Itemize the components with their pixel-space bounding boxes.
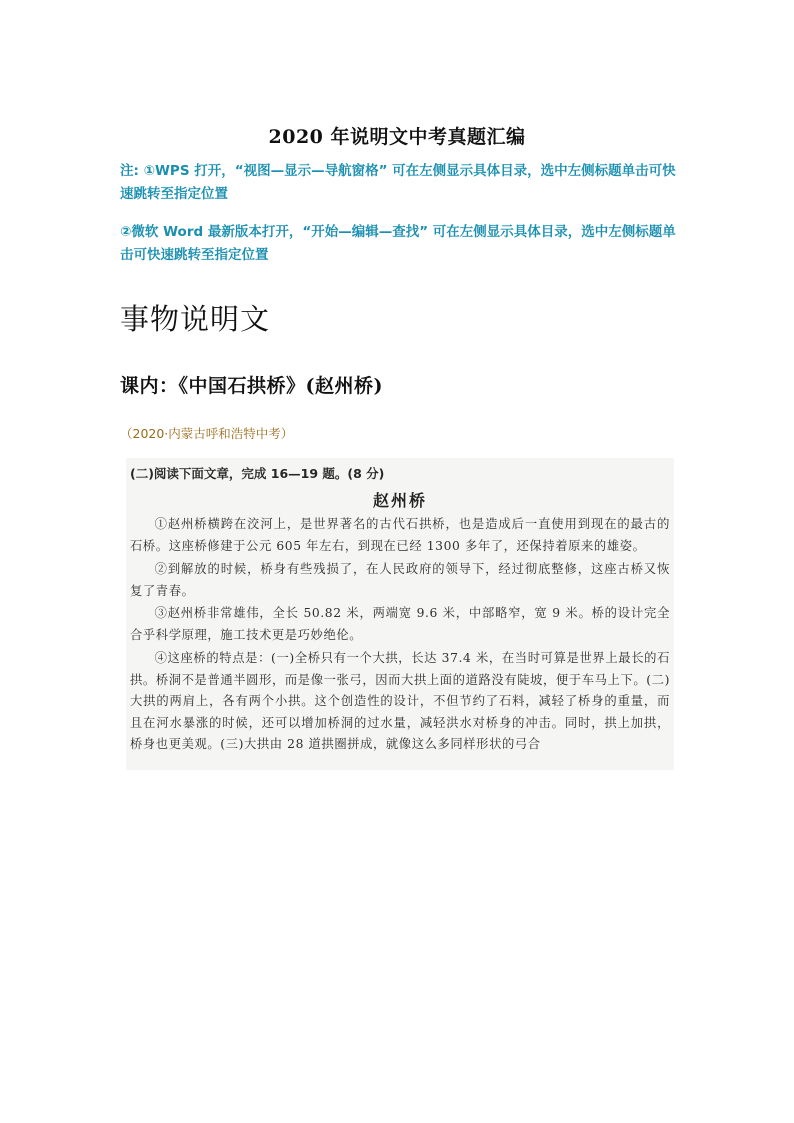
- section-heading: 事物说明文: [120, 302, 271, 336]
- article-title: 赵州桥: [372, 491, 427, 510]
- navigation-note-wps: 注: ①WPS 打开，“视图—显示—导航窗格” 可在左侧显示具体目录，选中左侧标题单击可快速跳转至指定位置: [120, 163, 676, 202]
- document-title: 2020 年说明文中考真题汇编: [268, 126, 526, 148]
- navigation-note-word: ②微软 Word 最新版本打开，“开始—编辑—查找” 可在左侧显示具体目录，选中左侧标题单击可快速跳转至指定位置: [120, 224, 676, 263]
- article-paragraph: ③赵州桥非常雄伟，全长 50.82 米，两端宽 9.6 米，中部略窄，宽 9 米。桥的设计完全合乎科学原理，施工技术更是巧妙绝伦。: [130, 606, 670, 642]
- exam-source-label: （2020·内蒙古呼和浩特中考）: [120, 426, 294, 441]
- sub-heading: 课内：《中国石拱桥》(赵州桥): [120, 375, 383, 397]
- article-paragraph: ①赵州桥横跨在洨河上，是世界著名的古代石拱桥，也是造成后一直使用到现在的最古的石桥。这座桥修建于公元 605 年左右，到现在已经 1300 多年了，还保持着原来的雄姿。: [130, 517, 670, 553]
- question-instruction: (二)阅读下面文章，完成 16—19 题。(8 分): [130, 466, 385, 481]
- scanned-exam-excerpt: [126, 458, 674, 770]
- article-paragraph: ④这座桥的特点是：(一)全桥只有一个大拱，长达 37.4 米，在当时可算是世界上最长的石拱。桥洞不是普通半圆形，而是像一张弓，因而大拱上面的道路没有陡坡，便于车马上下。(二)大拱的两肩上，各有两个小拱。这个创造性的设计，不但节约了石料，减轻了桥身的重量，而且在河水暴涨的时候，还可以增加桥洞的过水量，减轻洪水对桥身的冲击。同时，拱上加拱，桥身也更美观。(三)大拱由 28 道拱圈拼成，就像这么多同样形状的弓合: [130, 651, 670, 751]
- article-paragraph: ②到解放的时候，桥身有些残损了，在人民政府的领导下，经过彻底整修，这座古桥又恢复了青春。: [130, 562, 670, 598]
